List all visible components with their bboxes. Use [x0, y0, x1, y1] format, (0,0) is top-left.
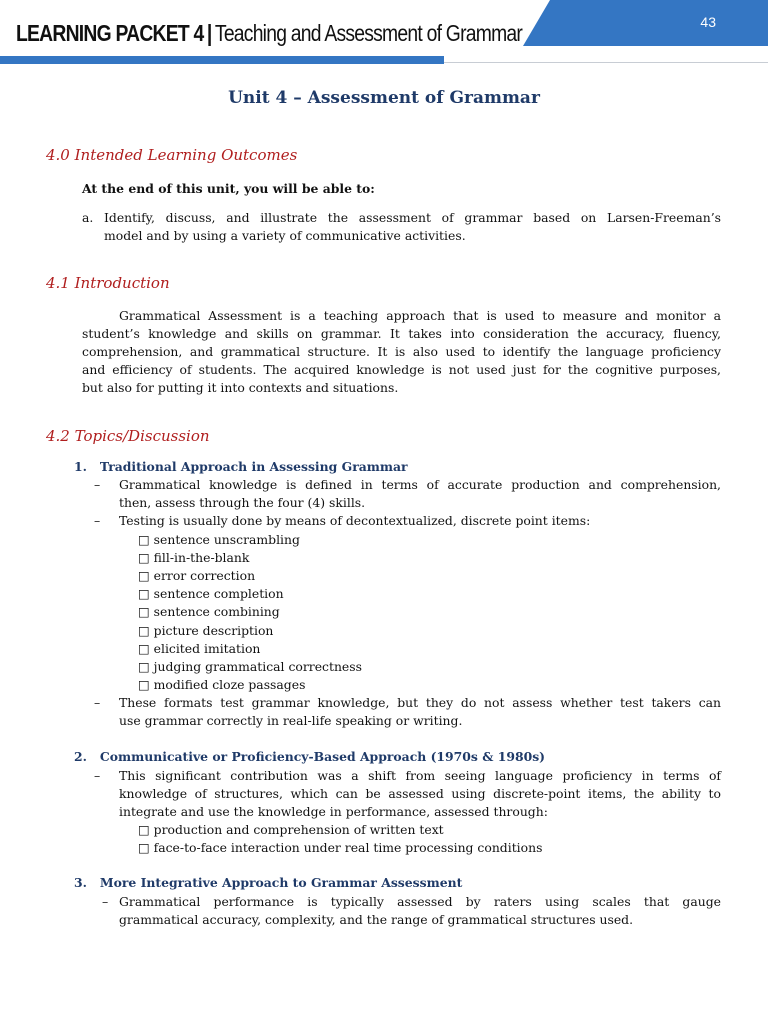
- topic-text: then, assess through the four (4) skills.: [119, 495, 366, 510]
- packet-label: LEARNING PACKET 4: [16, 20, 204, 46]
- intro-line: Grammatical Assessment is a teaching approach that is used to measure and monitor a: [119, 308, 721, 323]
- dash-marker: –: [94, 513, 101, 528]
- topic-text: Grammatical knowledge is defined in terms of accurate production and comprehension,: [119, 477, 721, 492]
- topic-text: use grammar correctly in real-life speaking or writing.: [119, 713, 463, 728]
- topic-text: This significant contribution was a shift from seeing language proficiency in terms of: [119, 768, 721, 783]
- header-rule: [444, 62, 768, 63]
- topic-text: integrate and use the knowledge in performance, assessed through:: [119, 804, 548, 819]
- section-heading-introduction: 4.1 Introduction: [46, 274, 170, 292]
- dash-marker: –: [94, 768, 101, 783]
- topic-title-traditional: 1. Traditional Approach in Assessing Grammar: [74, 459, 408, 474]
- header-accent-shape: [523, 0, 768, 46]
- dash-marker: –: [94, 477, 101, 492]
- list-item: □ sentence combining: [138, 604, 280, 619]
- list-item: □ error correction: [138, 568, 256, 583]
- outcome-line: Identify, discuss, and illustrate the assessment of grammar based on Larsen-Freeman’s: [104, 210, 721, 225]
- intro-line: student’s knowledge and skills on grammar. It takes into consideration the accuracy, fluency,: [82, 326, 721, 341]
- topic-text: Grammatical performance is typically assessed by raters using scales that gauge: [119, 894, 721, 909]
- page-header: [0, 0, 768, 70]
- page-number: 43: [700, 14, 716, 30]
- list-item: □ judging grammatical correctness: [138, 659, 362, 674]
- section-heading-topics: 4.2 Topics/Discussion: [46, 427, 210, 445]
- outcomes-lead: At the end of this unit, you will be able to:: [82, 181, 375, 196]
- list-item: □ face-to-face interaction under real time processing conditions: [138, 840, 543, 855]
- topic-title-integrative: 3. More Integrative Approach to Grammar Assessment: [74, 875, 463, 890]
- list-item: □ sentence unscrambling: [138, 532, 300, 547]
- list-item: □ sentence completion: [138, 586, 284, 601]
- list-item: □ elicited imitation: [138, 641, 261, 656]
- outcome-marker: a.: [82, 210, 94, 225]
- topic-text: These formats test grammar knowledge, but they do not assess whether test takers can: [119, 695, 721, 710]
- intro-line: and efficiency of students. The acquired knowledge is not used just for the cognitive purposes,: [82, 362, 721, 377]
- topic-text: Testing is usually done by means of decontextualized, discrete point items:: [119, 513, 591, 528]
- header-accent-bar: [0, 56, 444, 64]
- topic-title-communicative: 2. Communicative or Proficiency-Based Approach (1970s & 1980s): [74, 749, 546, 764]
- topic-text: grammatical accuracy, complexity, and the range of grammatical structures used.: [119, 912, 634, 927]
- list-item: □ production and comprehension of written text: [138, 822, 444, 837]
- dash-marker: –: [94, 695, 101, 710]
- unit-title: Unit 4 – Assessment of Grammar: [228, 88, 540, 108]
- title-separator: |: [206, 20, 212, 46]
- topic-text: knowledge of structures, which can be assessed using discrete-point items, the ability to: [119, 786, 721, 801]
- packet-title: [16, 20, 522, 47]
- list-item: □ picture description: [138, 623, 274, 638]
- intro-line: comprehension, and grammatical structure. It is also used to identify the language proficiency: [82, 344, 721, 359]
- outcome-line: model and by using a variety of communicative activities.: [104, 228, 466, 243]
- section-heading-outcomes: 4.0 Intended Learning Outcomes: [46, 146, 298, 164]
- packet-subject: Teaching and Assessment of Grammar: [214, 20, 523, 46]
- intro-line: but also for putting it into contexts and situations.: [82, 380, 399, 395]
- dash-marker: –: [102, 894, 109, 909]
- list-item: □ fill-in-the-blank: [138, 550, 250, 565]
- list-item: □ modified cloze passages: [138, 677, 306, 692]
